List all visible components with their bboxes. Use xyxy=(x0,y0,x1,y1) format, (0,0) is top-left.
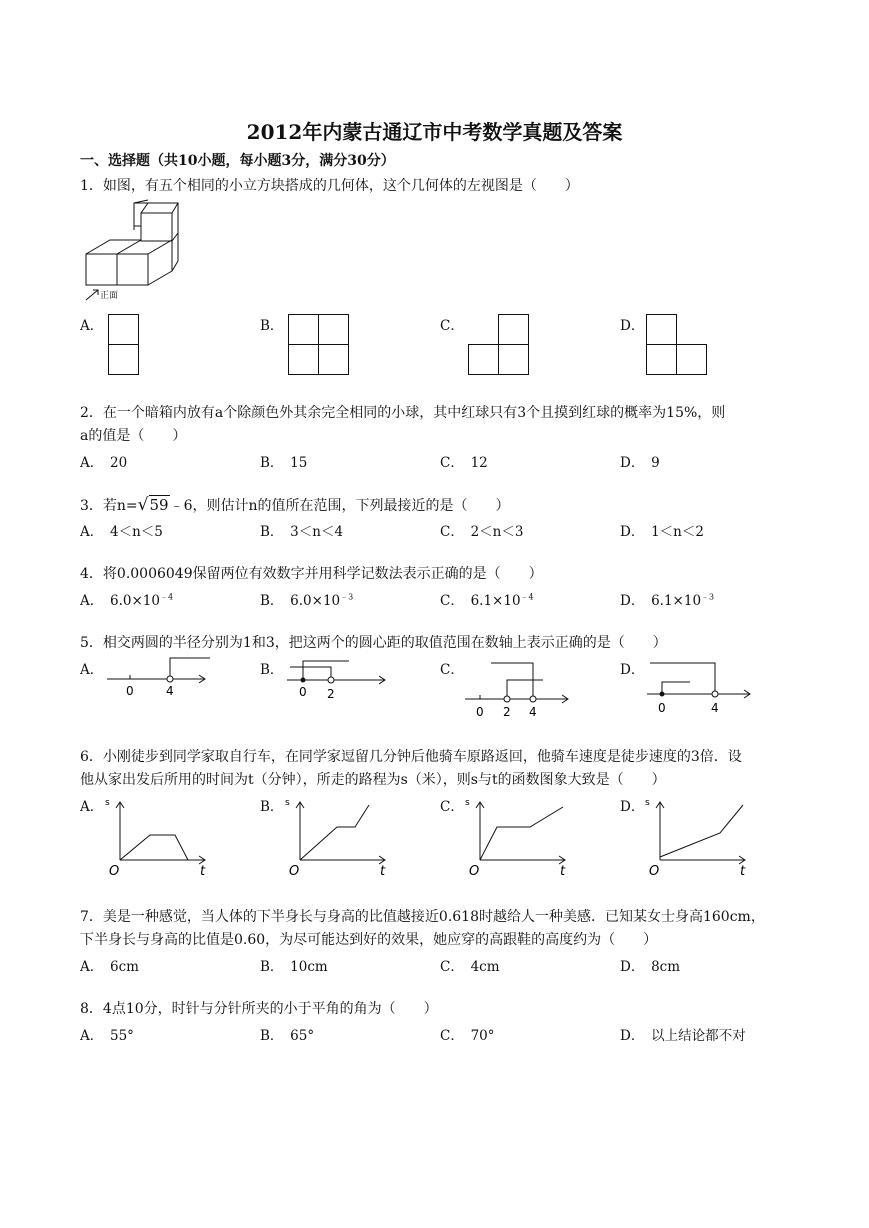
q5-option-c: C． xyxy=(440,662,464,678)
q4-option-a-base: A． 6.0×10 xyxy=(80,593,160,609)
question-4: 4．将0.0006049保留两位有效数字并用科学记数法表示正确的是（ ） xyxy=(80,566,543,582)
sqrt-sign: √ xyxy=(137,495,149,515)
question-7-line1: 7．美是一种感觉，当人体的下半身长与身高的比值越接近0.618时越给人一种美感．已知某女士身高160cm， xyxy=(80,909,765,925)
q1-solid-figure xyxy=(78,200,188,305)
question-6-line1: 6．小刚徒步到同学家取自行车，在同学家逗留几分钟后他骑车原路返回，他骑车速度是徒步速度的3倍．设 xyxy=(80,749,742,765)
q7-option-a: A． 6cm xyxy=(80,959,139,975)
q1-option-b-figure xyxy=(288,314,350,376)
q1-option-d: D． xyxy=(620,318,645,334)
q5-c-tick-2: 2 xyxy=(503,705,511,719)
q6-option-c: C． xyxy=(440,799,464,815)
q8-option-c: C． 70° xyxy=(440,1028,495,1044)
question-2-line2: a的值是（ ） xyxy=(80,428,187,444)
q6-d-x-label: t xyxy=(740,864,746,879)
q3-prefix: 3．若n= xyxy=(80,498,138,514)
q6-option-a: A． xyxy=(80,799,104,815)
q6-option-b-graph xyxy=(285,795,395,880)
q6-a-x-label: t xyxy=(200,864,206,879)
q7-option-d: D． 8cm xyxy=(620,959,681,975)
q6-d-y-label: s xyxy=(645,798,650,808)
q4-option-c xyxy=(440,589,534,609)
q3-option-c: C． 2＜n＜3 xyxy=(440,524,524,540)
q6-c-y-label: s xyxy=(465,798,470,808)
q4-option-a-exp: ﹣4 xyxy=(159,592,174,602)
q7-option-c: C． 4cm xyxy=(440,959,500,975)
q5-option-a: A． xyxy=(80,662,104,678)
q2-option-a: A． 20 xyxy=(80,455,128,471)
question-8: 8．4点10分，时针与分针所夹的小于平角的角为（ ） xyxy=(80,1001,438,1017)
q6-option-d: D． xyxy=(620,799,645,815)
q5-option-b: B． xyxy=(260,662,284,678)
q5-a-tick-4: 4 xyxy=(166,684,174,698)
q7-option-b: B． 10cm xyxy=(260,959,328,975)
q8-option-b: B． 65° xyxy=(260,1028,315,1044)
q1-option-d-figure xyxy=(646,314,708,376)
q6-c-origin: O xyxy=(469,864,480,879)
q6-b-x-label: t xyxy=(380,864,386,879)
section-heading: 一、选择题（共10小题，每小题3分，满分30分） xyxy=(80,153,395,169)
q2-option-c: C． 12 xyxy=(440,455,488,471)
q5-b-tick-2: 2 xyxy=(327,687,335,701)
q1-option-a-figure xyxy=(108,314,140,376)
q8-option-d: D． 以上结论都不对 xyxy=(620,1028,746,1044)
q1-option-c: C． xyxy=(440,318,464,334)
q4-option-c-base: C． 6.1×10 xyxy=(440,593,521,609)
q6-c-x-label: t xyxy=(560,864,566,879)
q3-suffix: ﹣6，则估计n的值所在范围，下列最接近的是（ ） xyxy=(169,498,510,514)
q5-d-tick-4: 4 xyxy=(711,701,719,715)
q3-option-a: A． 4＜n＜5 xyxy=(80,524,163,540)
q5-a-tick-0: 0 xyxy=(126,684,134,698)
q6-option-a-graph xyxy=(105,795,215,880)
q3-option-d: D． 1＜n＜2 xyxy=(620,524,704,540)
q5-option-c-numberline xyxy=(463,660,575,718)
q1-option-b: B． xyxy=(260,318,284,334)
question-1: 1．如图，有五个相同的小立方块搭成的几何体，这个几何体的左视图是（ ） xyxy=(80,178,579,194)
q6-d-origin: O xyxy=(649,864,660,879)
q5-b-tick-0: 0 xyxy=(299,685,307,699)
q8-option-a: A． 55° xyxy=(80,1028,134,1044)
q4-option-d xyxy=(620,589,714,609)
q1-option-a: A． xyxy=(80,318,104,334)
question-7-line2: 下半身长与身高的比值是0.60，为尽可能达到好的效果，她应穿的高跟鞋的高度约为（ ） xyxy=(80,932,658,948)
q6-option-d-graph xyxy=(645,795,755,880)
q4-option-b-base: B． 6.0×10 xyxy=(260,593,341,609)
q5-c-tick-4: 4 xyxy=(529,705,537,719)
q6-a-y-label: s xyxy=(105,798,110,808)
question-6-line2: 他从家出发后所用的时间为t（分钟），所走的路程为s（米），则s与t的函数图象大致是（ ） xyxy=(80,772,666,788)
q4-option-b xyxy=(260,589,353,609)
q3-option-b: B． 3＜n＜4 xyxy=(260,524,344,540)
q2-option-d: D． 9 xyxy=(620,455,660,471)
q5-d-tick-0: 0 xyxy=(658,701,666,715)
page-title: 2012年内蒙古通辽市中考数学真题及答案 xyxy=(246,120,623,144)
q6-option-c-graph xyxy=(465,795,575,880)
question-2-line1: 2．在一个暗箱内放有a个除颜色外其余完全相同的小球，其中红球只有3个且摸到红球的概率为15%，则 xyxy=(80,405,726,421)
q5-option-a-numberline xyxy=(105,655,215,703)
q3-radicand: 59 xyxy=(149,496,169,514)
q4-option-d-exp: ﹣3 xyxy=(701,592,715,602)
question-5: 5．相交两圆的半径分别为1和3，把这两个的圆心距的取值范围在数轴上表示正确的是（ ） xyxy=(80,635,667,651)
q4-option-c-exp: ﹣4 xyxy=(520,592,534,602)
q6-b-y-label: s xyxy=(285,798,290,808)
q6-b-origin: O xyxy=(289,864,300,879)
q5-option-b-numberline xyxy=(285,658,395,706)
q5-c-tick-0: 0 xyxy=(476,705,484,719)
question-3 xyxy=(80,495,510,516)
front-label: 正面 xyxy=(100,291,119,301)
q6-a-origin: O xyxy=(109,864,120,879)
q1-option-c-figure xyxy=(468,314,530,376)
q6-option-b: B． xyxy=(260,799,284,815)
q2-option-b: B． 15 xyxy=(260,455,308,471)
q4-option-d-base: D． 6.1×10 xyxy=(620,593,702,609)
q4-option-b-exp: ﹣3 xyxy=(340,592,354,602)
q4-option-a xyxy=(80,589,173,609)
q5-option-d-numberline xyxy=(645,660,755,718)
q5-option-d: D． xyxy=(620,662,645,678)
